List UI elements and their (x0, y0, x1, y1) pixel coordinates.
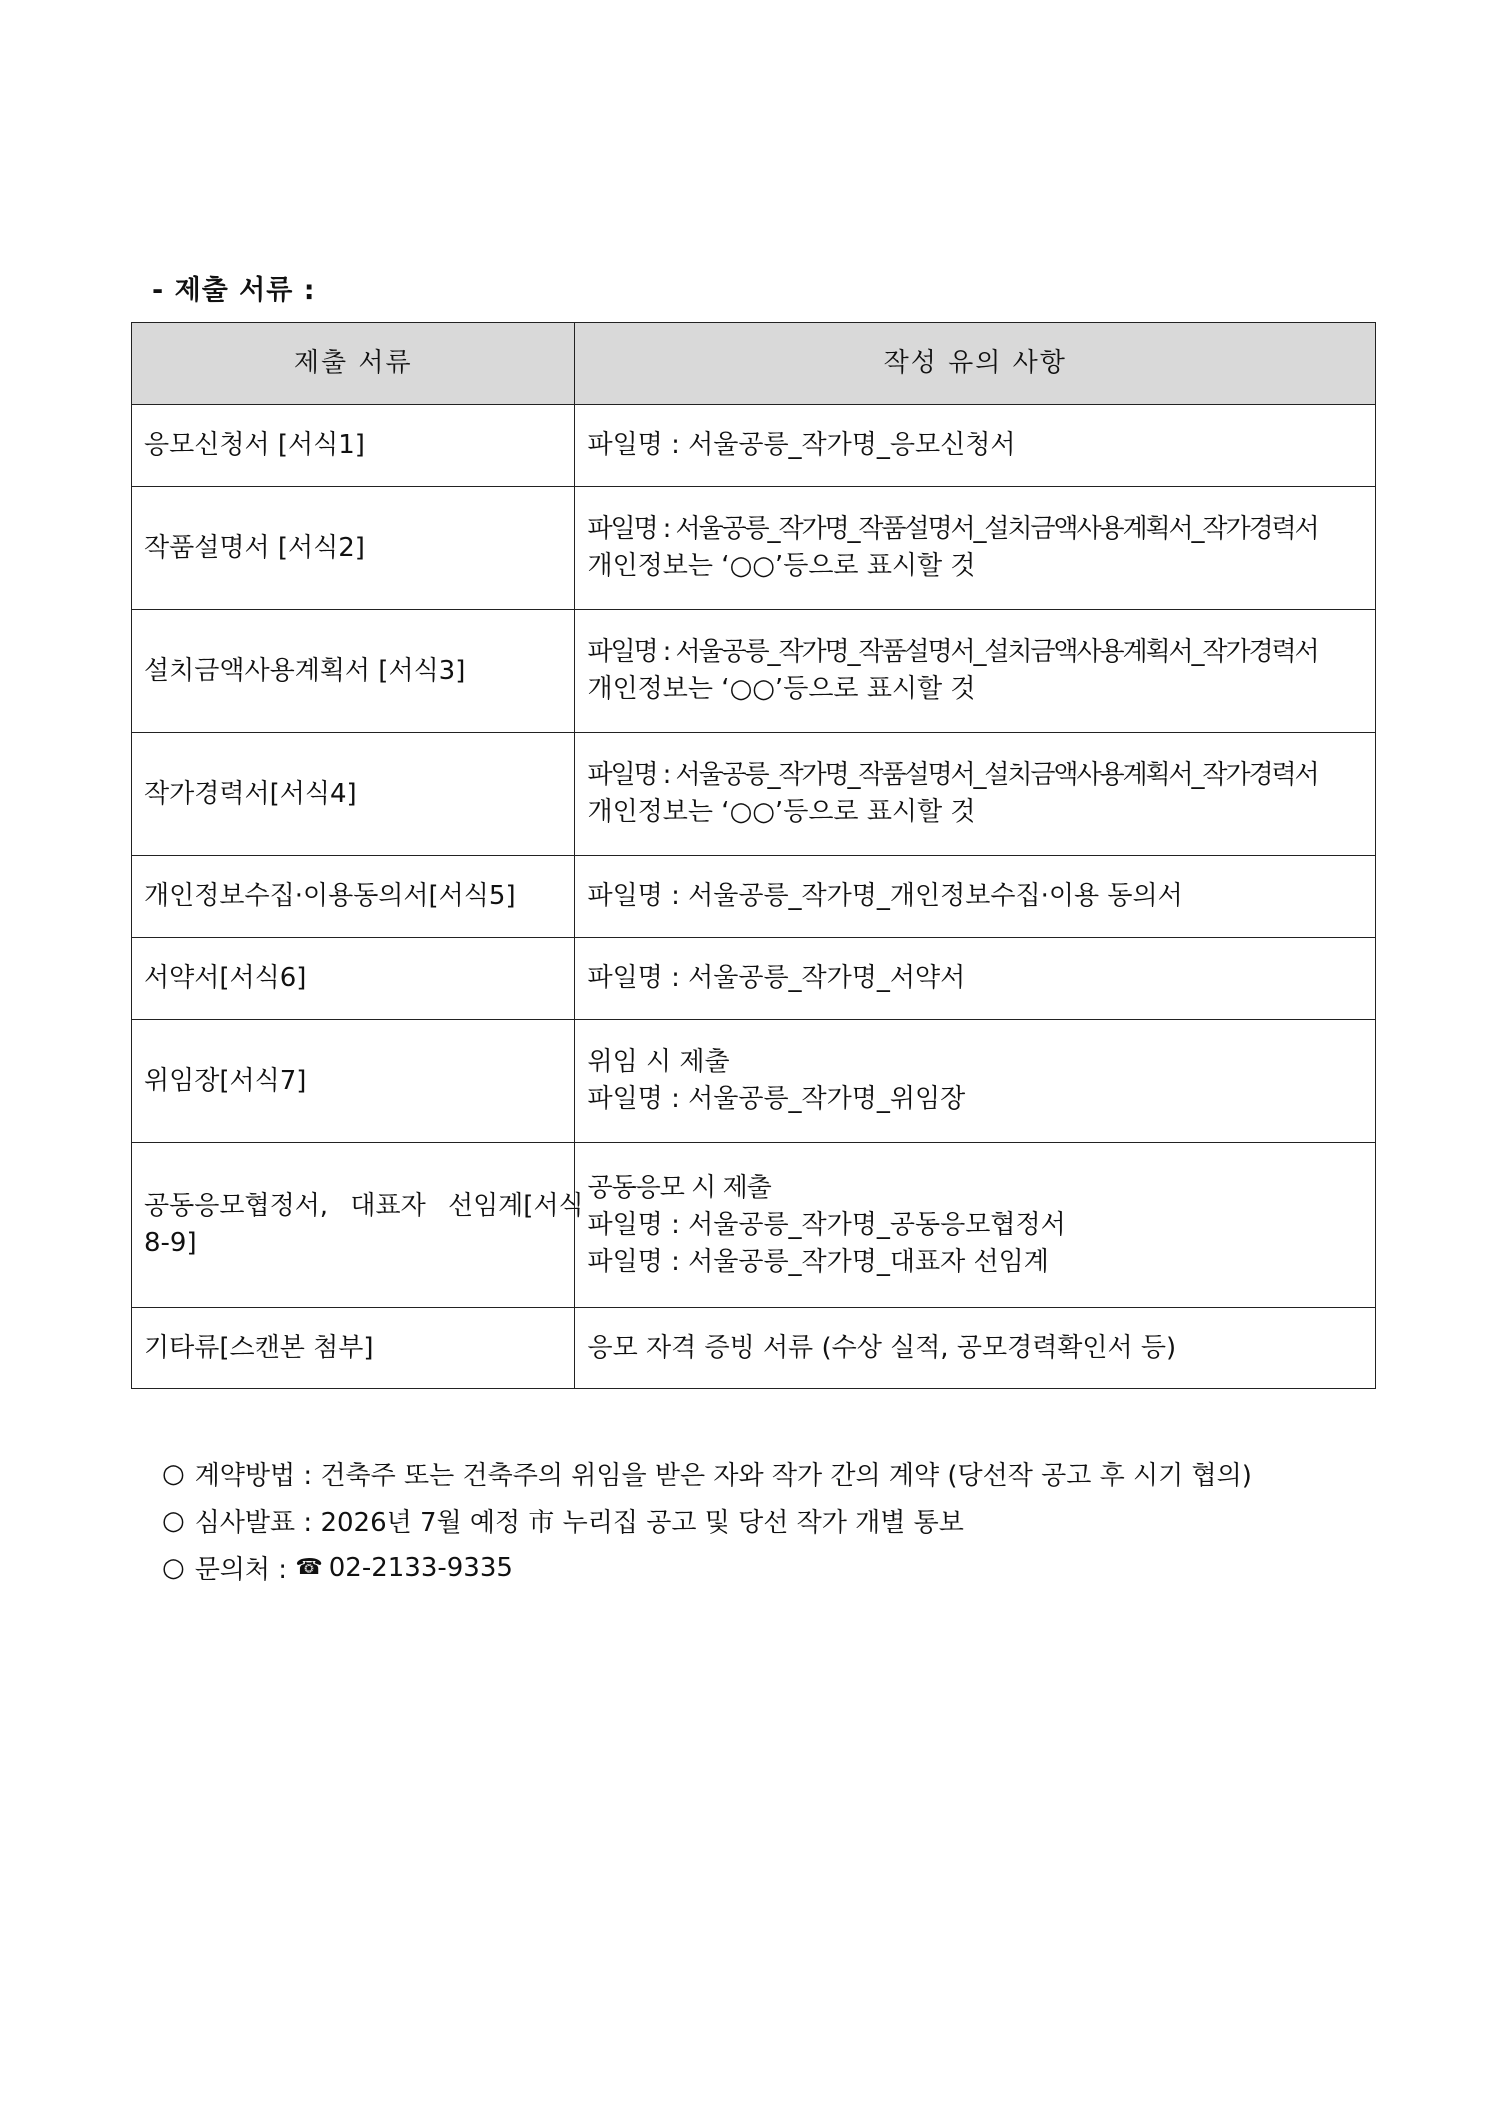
note-line: 파일명 : 서울공릉_작가명_작품설명서_설치금액사용계획서_작가경력서 (587, 760, 1318, 790)
notes-cell (575, 856, 1376, 938)
doc-name-cell: 작가경력서[서식4] (132, 733, 575, 856)
doc-name-cell: 응모신청서 [서식1] (132, 405, 575, 487)
notes-cell (575, 1143, 1376, 1308)
note-text: 심사발표 : 2026년 7월 예정 市 누리집 공고 및 당선 작가 개별 통보 (194, 1508, 964, 1538)
note-label: 문의처 : (194, 1555, 296, 1585)
table-row (132, 610, 1376, 733)
notes-cell (575, 610, 1376, 733)
doc-name-cell: 서약서[서식6] (132, 938, 575, 1020)
table-row (132, 856, 1376, 938)
phone-number: 02-2133-9335 (328, 1552, 513, 1583)
table-row (132, 405, 1376, 487)
doc-name-cell: 위임장[서식7] (132, 1020, 575, 1143)
note-line: 파일명 : 서울공릉_작가명_서약서 (587, 963, 966, 993)
notes-cell (575, 1308, 1376, 1389)
note-line: 위임 시 제출 (587, 1047, 730, 1077)
doc-name-cell (132, 1143, 584, 1308)
doc-name-line: 8-9] (144, 1228, 197, 1258)
note-line: 파일명 : 서울공릉_작가명_공동응모협정서 (587, 1209, 1066, 1240)
note-line: 공동응모 시 제출 (587, 1172, 771, 1203)
circle-bullet-icon: ○ (162, 1552, 185, 1583)
note-review-announcement (162, 1497, 1252, 1544)
notes-cell (575, 733, 1376, 856)
submission-documents-table (131, 322, 1376, 1389)
header-writing-notes: 작성 유의 사항 (575, 323, 1376, 405)
table-row (132, 487, 1376, 610)
doc-name-cell: 기타류[스캔본 첨부] (132, 1308, 575, 1389)
note-line: 개인정보는 ‘○○’등으로 표시할 것 (587, 797, 976, 827)
table-row (132, 1308, 1376, 1389)
note-line: 파일명 : 서울공릉_작가명_작품설명서_설치금액사용계획서_작가경력서 (587, 637, 1318, 667)
notes-cell (575, 1020, 1376, 1143)
table-header-row (132, 323, 1376, 405)
note-line: 파일명 : 서울공릉_작가명_대표자 선임계 (587, 1246, 1049, 1277)
phone-icon: ☎ (295, 1555, 323, 1580)
note-contract-method (162, 1450, 1252, 1497)
section-heading: - 제출 서류 : (152, 275, 316, 306)
doc-name-cell: 작품설명서 [서식2] (132, 487, 575, 610)
notes-cell (575, 487, 1376, 610)
table-row (132, 1143, 1376, 1308)
table-row (132, 1020, 1376, 1143)
note-line: 파일명 : 서울공릉_작가명_응모신청서 (587, 430, 1016, 460)
note-line: 개인정보는 ‘○○’등으로 표시할 것 (587, 674, 976, 704)
note-line: 파일명 : 서울공릉_작가명_개인정보수집·이용 동의서 (587, 881, 1183, 911)
table-row (132, 733, 1376, 856)
note-line: 개인정보는 ‘○○’등으로 표시할 것 (587, 551, 976, 581)
doc-name-cell: 설치금액사용계획서 [서식3] (132, 610, 575, 733)
note-line: 파일명 : 서울공릉_작가명_위임장 (587, 1084, 966, 1114)
notes-list (162, 1450, 1252, 1591)
notes-cell (575, 405, 1376, 487)
table-row (132, 938, 1376, 1020)
note-contact (162, 1544, 1252, 1591)
circle-bullet-icon: ○ (162, 1505, 185, 1536)
header-submission-docs: 제출 서류 (132, 323, 575, 405)
notes-cell (575, 938, 1376, 1020)
doc-name-cell: 개인정보수집·이용동의서[서식5] (132, 856, 575, 938)
doc-name-line: 공동응모협정서, 대표자 선임계[서식 (144, 1191, 584, 1221)
note-line: 파일명 : 서울공릉_작가명_작품설명서_설치금액사용계획서_작가경력서 (587, 514, 1318, 544)
note-text: 계약방법 : 건축주 또는 건축주의 위임을 받은 자와 작가 간의 계약 (당선작 공고 후 시기 협의) (194, 1461, 1252, 1491)
circle-bullet-icon: ○ (162, 1458, 185, 1489)
note-line: 응모 자격 증빙 서류 (수상 실적, 공모경력확인서 등) (587, 1332, 1177, 1363)
